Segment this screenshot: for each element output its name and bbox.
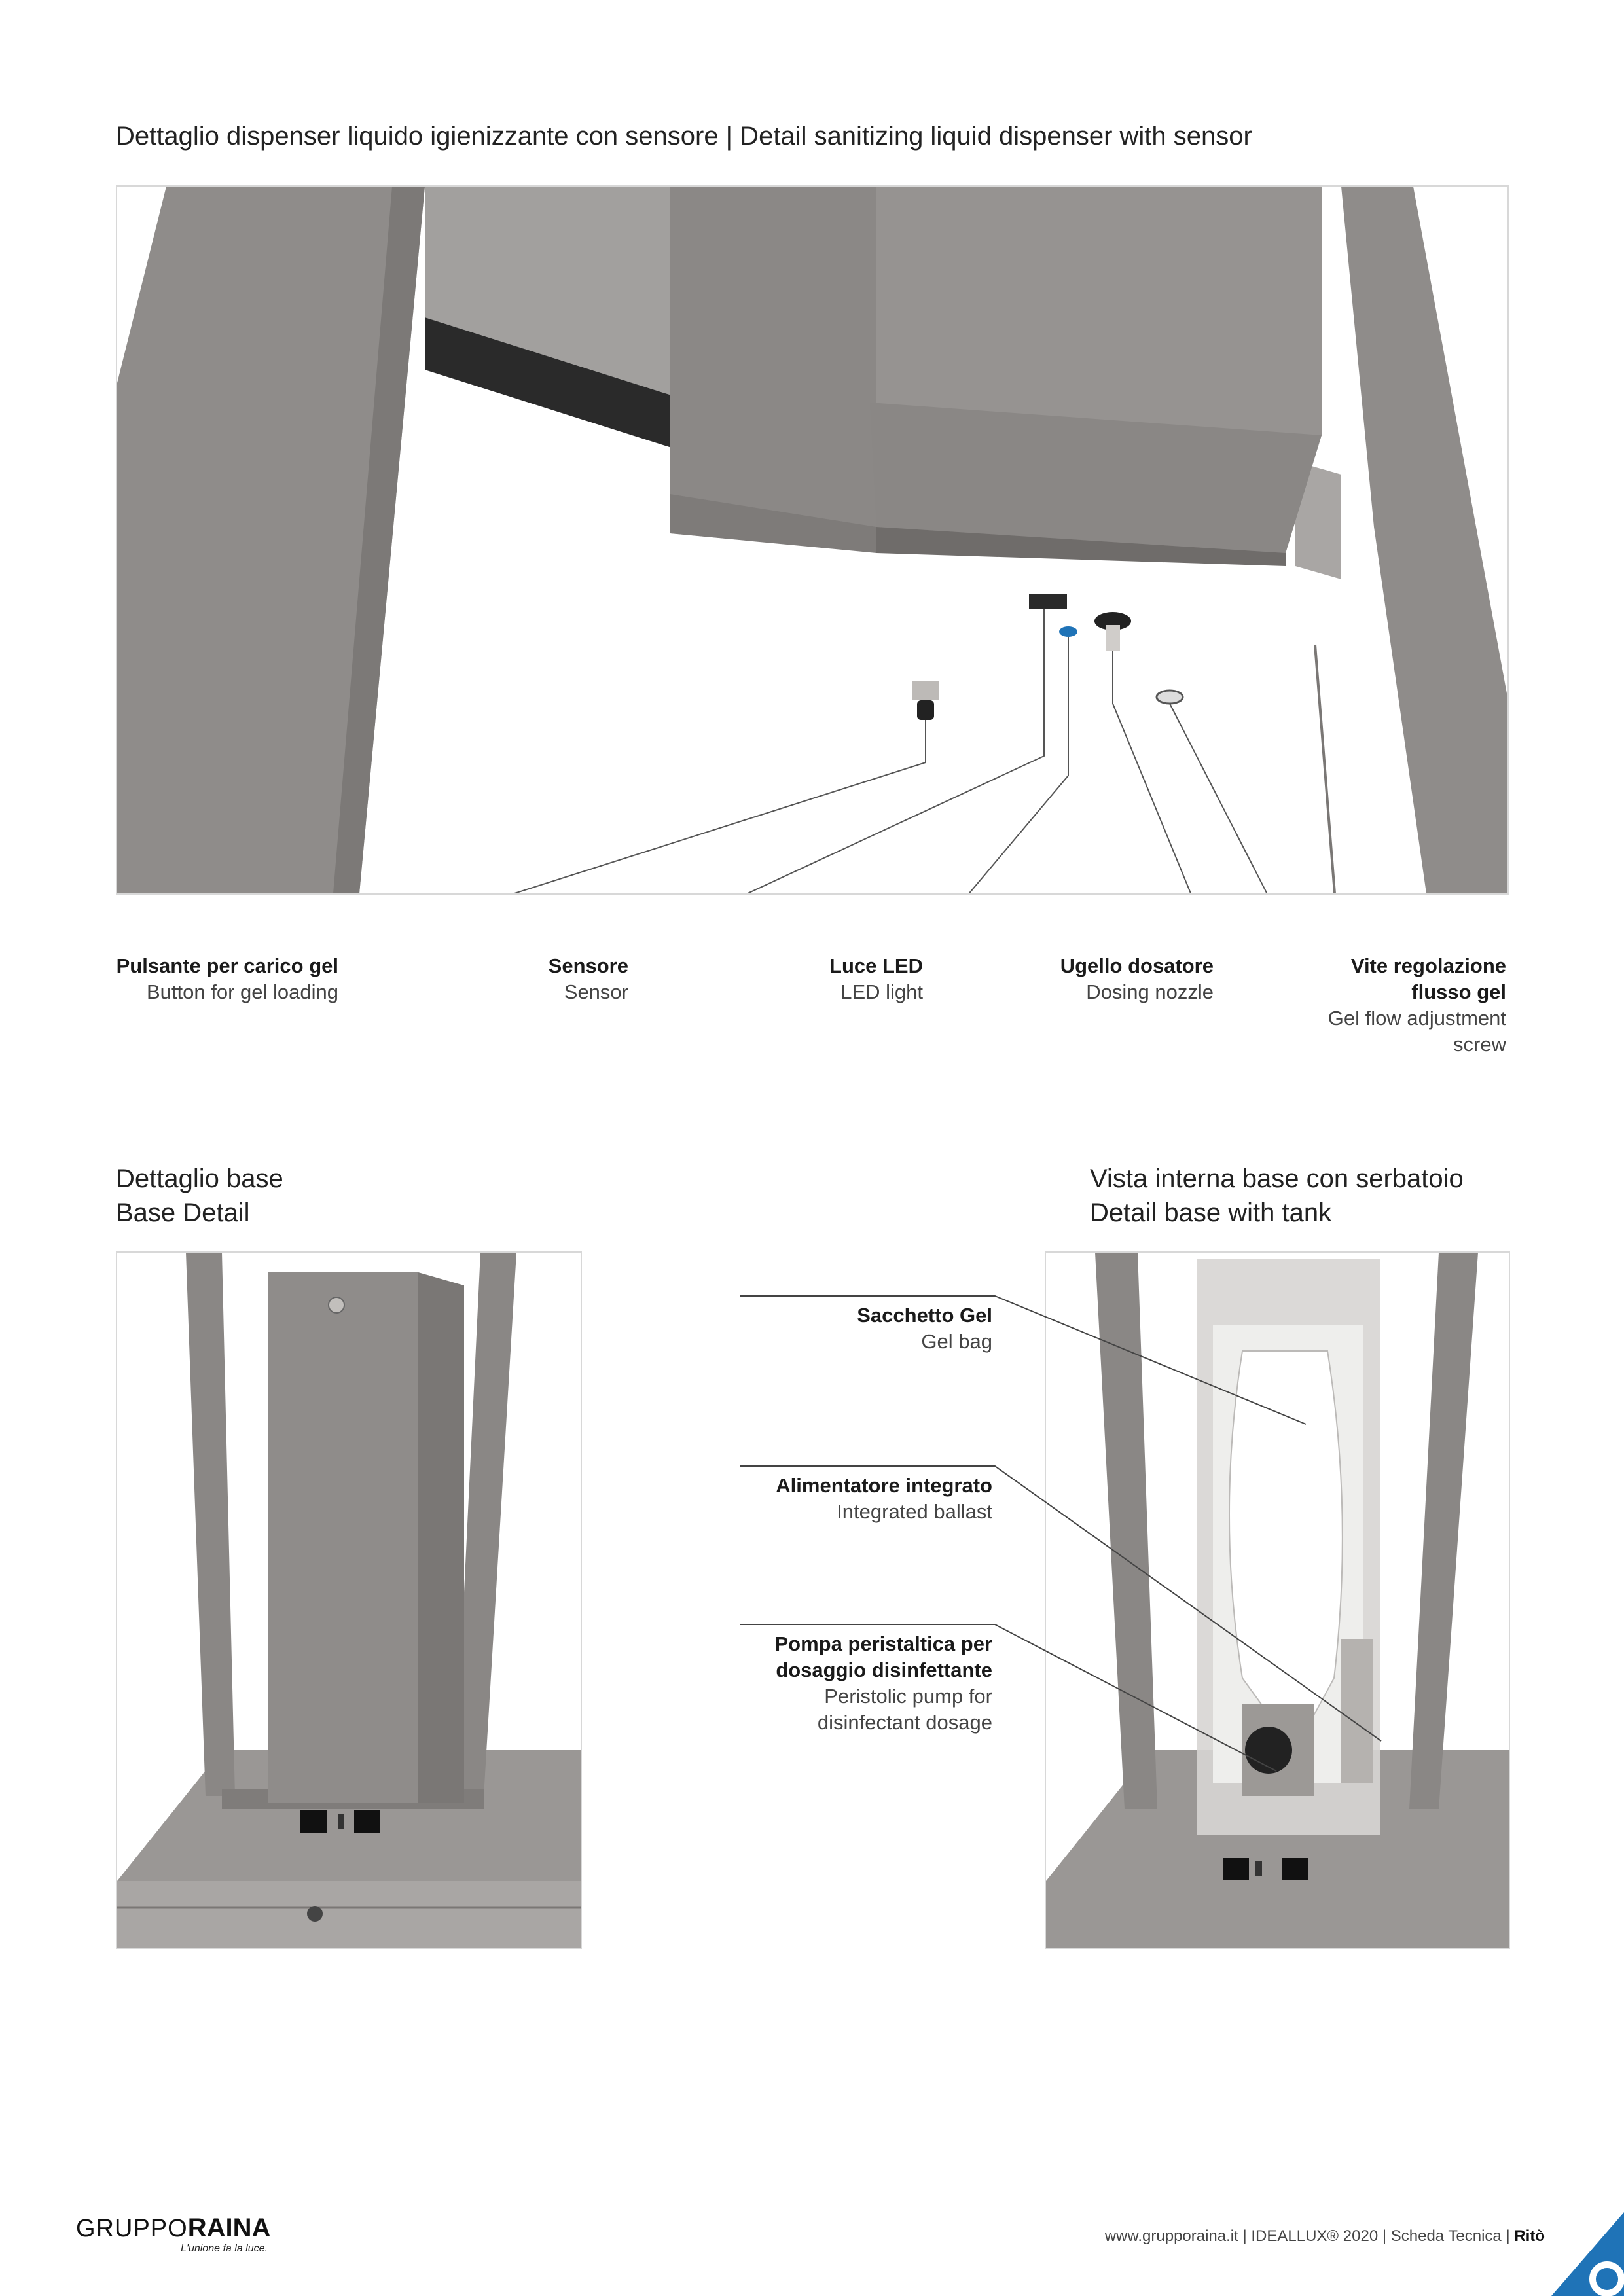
brand-corner-icon	[1551, 2212, 1624, 2296]
tank-view-title-it: Vista interna base con serbatoio	[1090, 1164, 1464, 1193]
dispenser-render	[117, 187, 1507, 893]
footer-sep-2: |	[1382, 2227, 1387, 2245]
company-logo	[76, 2214, 292, 2259]
callout-integrated-ballast: Alimentatore integrato Integrated ballast	[776, 1474, 992, 1523]
footer-product-name: Ritò	[1514, 2227, 1545, 2245]
callout-sensor: Sensore Sensor	[548, 954, 628, 1003]
footer-sep-1: |	[1242, 2227, 1247, 2245]
callout-gel-button: Pulsante per carico gel Button for gel loading	[116, 954, 338, 1003]
callout-dosing-nozzle: Ugello dosatore Dosing nozzle	[1060, 954, 1214, 1003]
footer-info	[831, 2227, 1545, 2246]
callout-peristaltic-pump: Pompa peristaltica per dosaggio disinfettante Peristolic pump for disinfectant dosage	[774, 1632, 992, 1734]
callout-gel-bag: Sacchetto Gel Gel bag	[857, 1304, 992, 1353]
callout-led-light: Luce LED LED light	[829, 954, 923, 1003]
base-render	[117, 1253, 581, 1948]
footer-website[interactable]: www.grupporaina.it	[1104, 2227, 1238, 2245]
button-cap	[912, 681, 939, 700]
tank-view-title	[1090, 1162, 1548, 1230]
footer-doc-type: Scheda Tecnica	[1390, 2227, 1502, 2245]
base-detail-title	[116, 1162, 509, 1230]
base-detail-figure	[116, 1251, 582, 1949]
logo-text-a: GRUPPO	[76, 2215, 188, 2242]
tank-view-title-en: Detail base with tank	[1090, 1198, 1332, 1227]
logo-tagline: L'unione fa la luce.	[181, 2243, 268, 2254]
base-detail-title-it: Dettaglio base	[116, 1164, 283, 1193]
footer-product-line: IDEALLUX® 2020	[1251, 2227, 1379, 2245]
base-detail-title-en: Base Detail	[116, 1198, 250, 1227]
logo-text-b: RAINA	[187, 2214, 271, 2242]
dispenser-detail-figure	[116, 185, 1509, 895]
callout-flow-screw: Vite regolazione flusso gel Gel flow adjustment screw	[1327, 954, 1506, 1056]
footer-sep-3: |	[1506, 2227, 1510, 2245]
section-top-title: Dettaglio dispenser liquido igienizzante con sensore | Detail sanitizing liquid dispenser with sensor	[116, 122, 1252, 151]
